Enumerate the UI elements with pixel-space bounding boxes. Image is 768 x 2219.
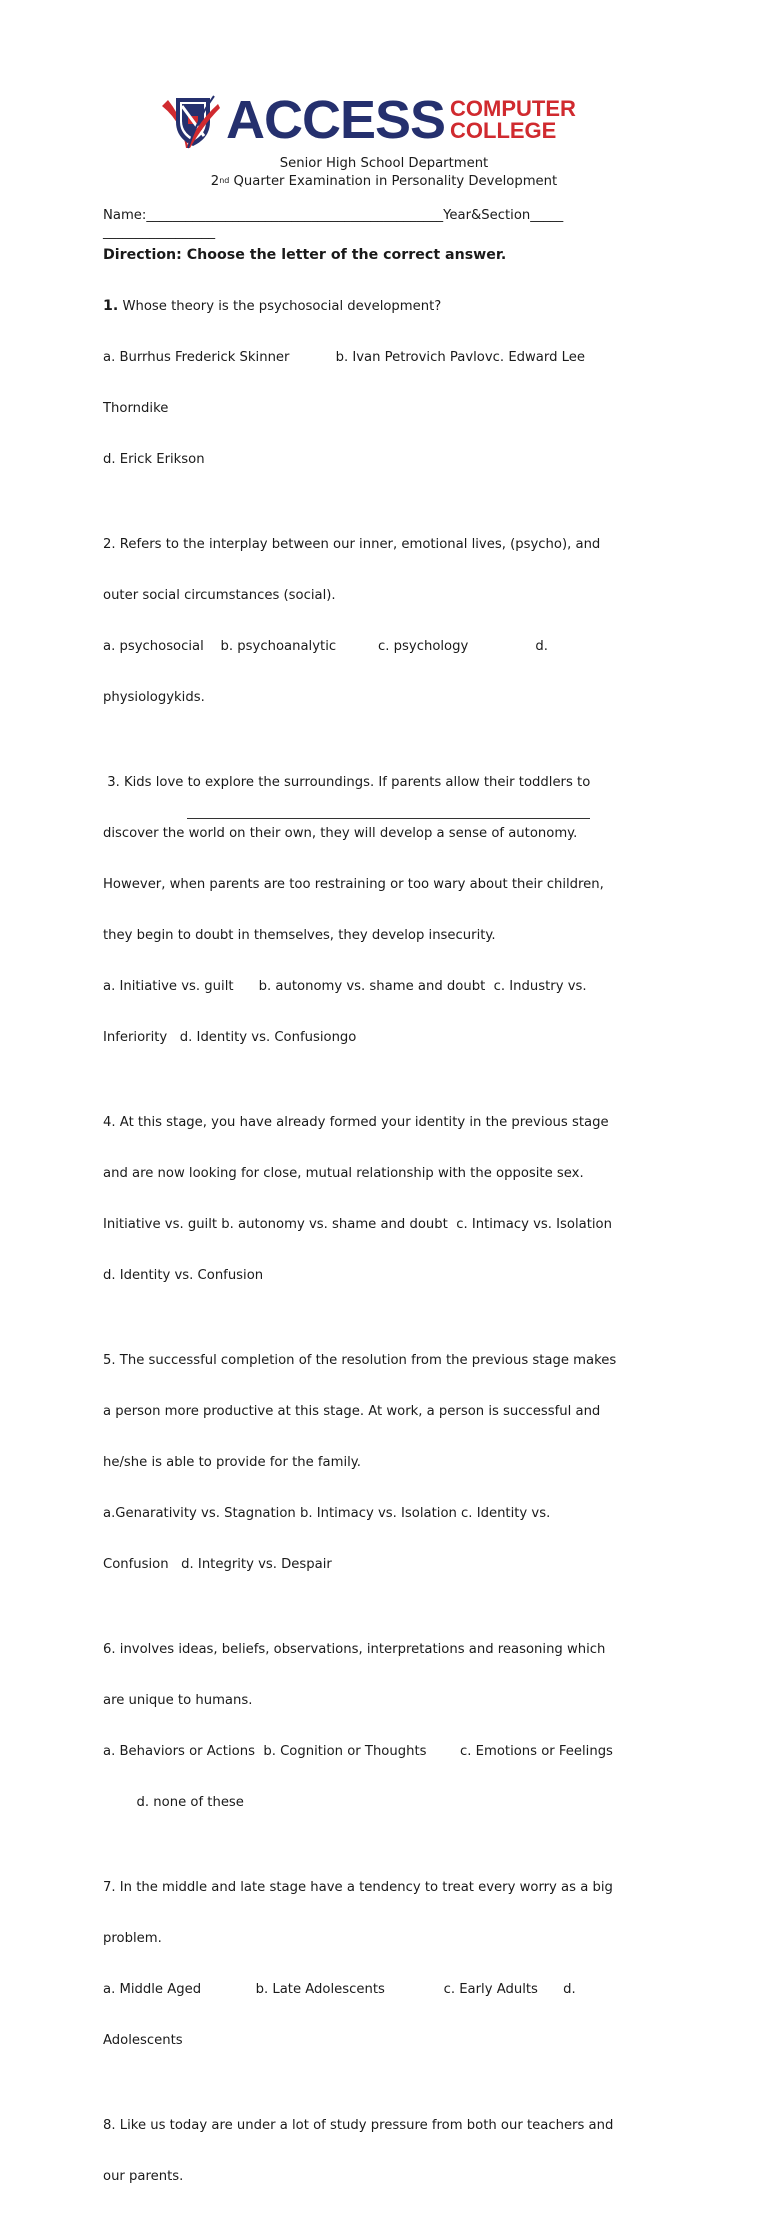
logo-computer-text: COMPUTER (450, 96, 576, 121)
question-1 (103, 264, 663, 502)
q2-options-line1: a. psychosocial b. psychoanalytic c. psychology d. (103, 639, 548, 654)
q2-options-line2: physiologykids. (103, 690, 205, 705)
question-2 (103, 502, 663, 740)
q4-options-line1: Initiative vs. guilt b. autonomy vs. shame and doubt c. Intimacy vs. Isolation (103, 1217, 612, 1232)
question-7 (103, 1845, 663, 2083)
q3-text-line2: discover the world on their own, they will develop a sense of autonomy. (103, 826, 578, 841)
q8-text-line1: 8. Like us today are under a lot of study pressure from both our teachers and (103, 2118, 614, 2133)
q3-options-line1: a. Initiative vs. guilt b. autonomy vs. shame and doubt c. Industry vs. (103, 979, 587, 994)
q1-text: Whose theory is the psychosocial development? (118, 299, 442, 314)
department-title: Senior High School Department (279, 156, 489, 171)
q7-options-line2: Adolescents (103, 2033, 183, 2048)
exam-title-text: Quarter Examination in Personality Development (229, 174, 558, 189)
q6-options-line2: d. none of these (103, 1795, 244, 1810)
q4-options-line2: d. Identity vs. Confusion (103, 1268, 264, 1283)
question-4 (103, 1080, 663, 1318)
q5-text-line3: he/she is able to provide for the family. (103, 1455, 361, 1470)
shield-crest-icon (158, 92, 222, 150)
logo-computer-college-text (450, 98, 576, 142)
q1-options-line1: a. Burrhus Frederick Skinner b. Ivan Petrovich Pavlovc. Edward Lee (103, 350, 585, 365)
q7-options-line1: a. Middle Aged b. Late Adolescents c. Early Adults d. (103, 1982, 576, 1997)
logo-college-text: COLLEGE (450, 118, 557, 143)
q5-options-line2: Confusion d. Integrity vs. Despair (103, 1557, 332, 1572)
answer-blank-line[interactable] (187, 818, 590, 819)
name-field-line-continued[interactable]: _________________ (103, 225, 216, 240)
q3-text-line4: they begin to doubt in themselves, they develop insecurity. (103, 928, 496, 943)
q3-text-line1: 3. Kids love to explore the surroundings. If parents allow their toddlers to (103, 775, 591, 790)
college-logo (158, 92, 598, 150)
exam-body (103, 207, 663, 2219)
question-3 (103, 740, 663, 1080)
q1-number: 1. (103, 298, 119, 314)
q5-options-line1: a.Genarativity vs. Stagnation b. Intimacy vs. Isolation c. Identity vs. (103, 1506, 551, 1521)
exam-title (0, 173, 768, 191)
exam-ordinal-number: 2 (210, 174, 220, 189)
q2-text-line1: 2. Refers to the interplay between our inner, emotional lives, (psycho), and (103, 537, 601, 552)
q4-text-line1: 4. At this stage, you have already formed your identity in the previous stage (103, 1115, 609, 1130)
q6-text-line2: are unique to humans. (103, 1693, 253, 1708)
q6-options-line1: a. Behaviors or Actions b. Cognition or Thoughts c. Emotions or Feelings (103, 1744, 613, 1759)
q5-text-line1: 5. The successful completion of the resolution from the previous stage makes (103, 1353, 617, 1368)
logo-access-text: ACCESS (226, 90, 446, 150)
q6-text-line1: 6. involves ideas, beliefs, observations, interpretations and reasoning which (103, 1642, 606, 1657)
q5-text-line2: a person more productive at this stage. At work, a person is successful and (103, 1404, 601, 1419)
q1-options-line2: Thorndike (103, 401, 169, 416)
question-5 (103, 1318, 663, 1607)
q2-text-line2: outer social circumstances (social). (103, 588, 336, 603)
direction-text: Direction: Choose the letter of the correct answer. (103, 247, 507, 263)
q7-text-line2: problem. (103, 1931, 162, 1946)
q3-text-line3: However, when parents are too restraining or too wary about their children, (103, 877, 604, 892)
q8-text-line2: our parents. (103, 2169, 184, 2184)
q1-options-line3: d. Erick Erikson (103, 452, 205, 467)
q7-text-line1: 7. In the middle and late stage have a tendency to treat every worry as a big (103, 1880, 613, 1895)
q3-options-line2: Inferiority d. Identity vs. Confusiongo (103, 1030, 357, 1045)
exam-ordinal-suffix: nd (219, 176, 230, 185)
question-6 (103, 1607, 663, 1845)
name-field-line[interactable]: Name:_____________________________________________Year&Section_____ (103, 208, 564, 223)
q4-text-line2: and are now looking for close, mutual relationship with the opposite sex. (103, 1166, 584, 1181)
question-8 (103, 2083, 663, 2219)
